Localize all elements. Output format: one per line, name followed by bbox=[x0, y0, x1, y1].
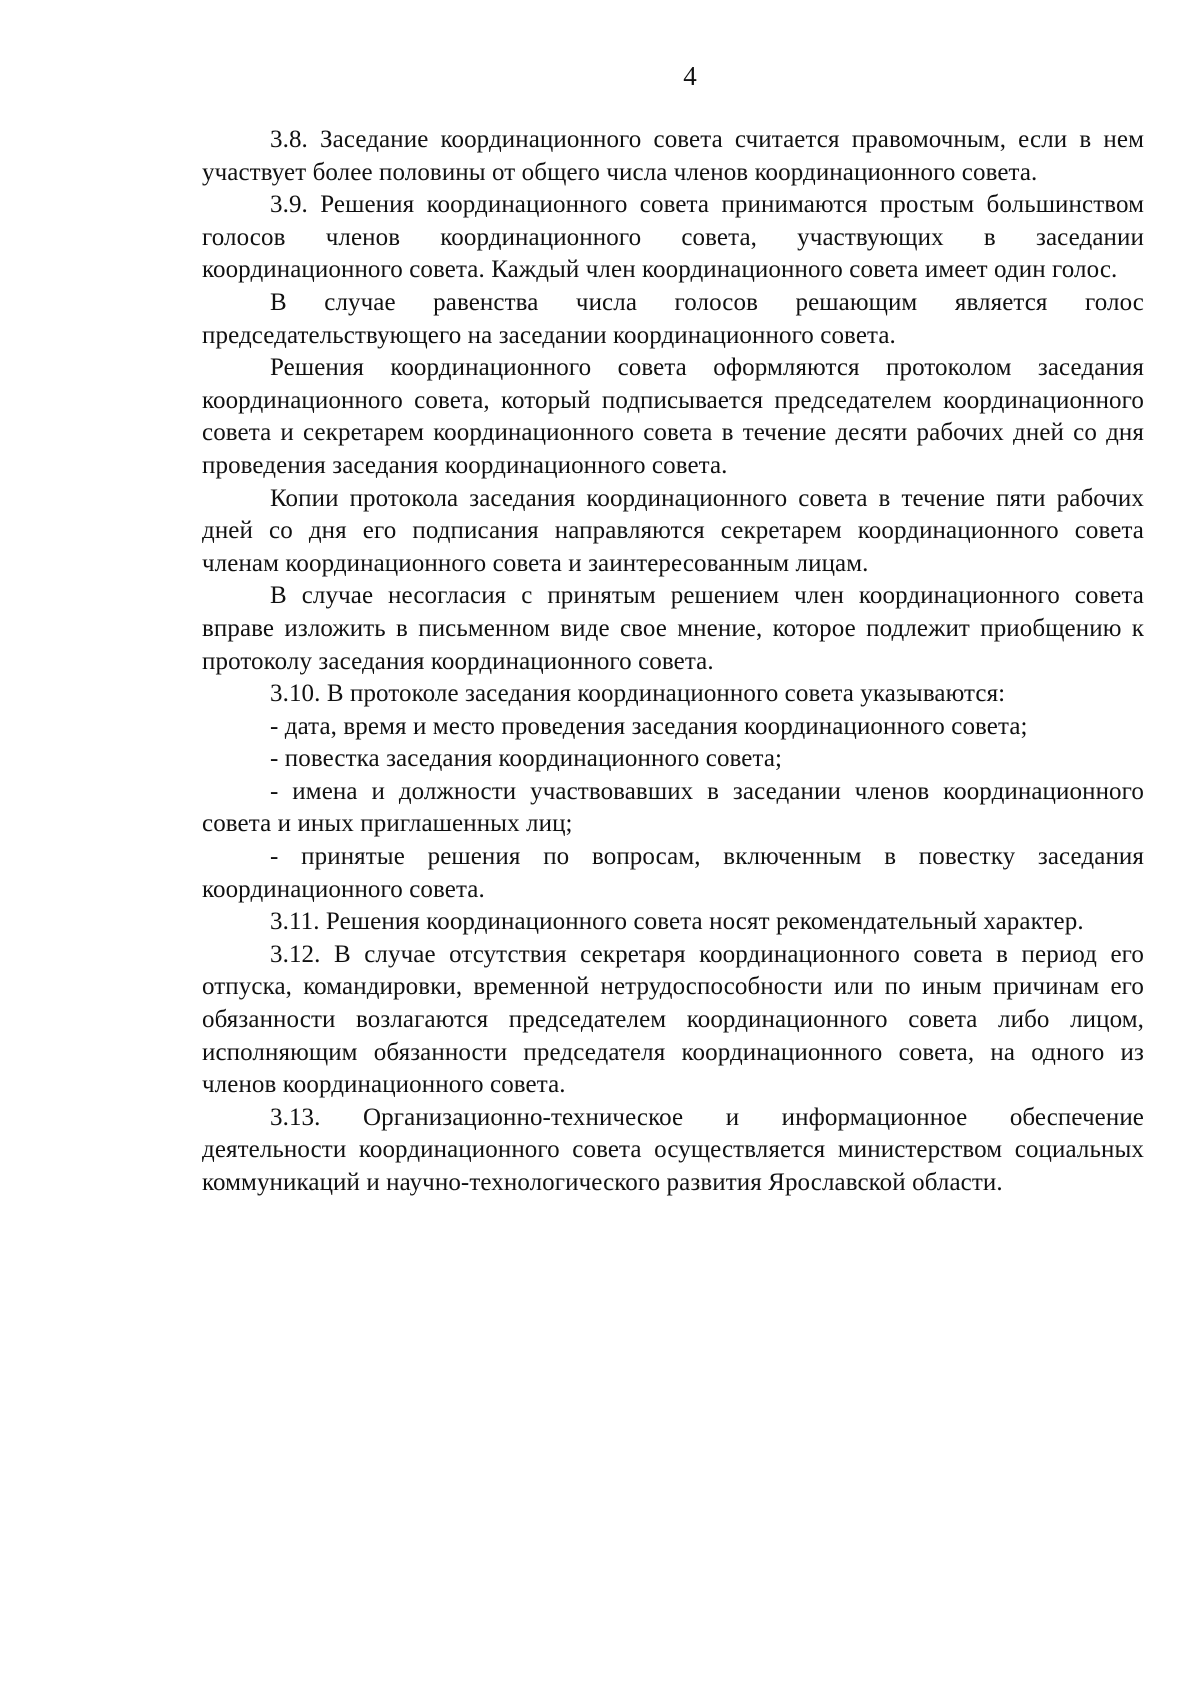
paragraph-protocol-copies: Копии протокола заседания координационного совета в течение пяти рабочих дней со дня его подписания направляются секретарем координационного совета членам координационного совета и заинтересованным лицам. bbox=[202, 484, 1144, 577]
list-item-decisions: - принятые решения по вопросам, включенным в повестку заседания координационного совета. bbox=[202, 843, 1144, 903]
paragraph-3-13: 3.13. Организационно-техническое и информационное обеспечение деятельности координационного совета осуществляется министерством социальных коммуникаций и научно-технологического развития Ярославской области. bbox=[202, 1103, 1144, 1196]
paragraph-3-10: 3.10. В протоколе заседания координационного совета указываются: bbox=[270, 680, 1006, 708]
paragraph-dissent: В случае несогласия с принятым решением член координационного совета вправе изложить в письменном виде свое мнение, которое подлежит приобщению к протоколу заседания координационного совета. bbox=[202, 582, 1144, 675]
paragraph-3-8: 3.8. Заседание координационного совета считается правомочным, если в нем участвует более половины от общего числа членов координационного совета. bbox=[202, 126, 1144, 186]
paragraph-3-11: 3.11. Решения координационного совета носят рекомендательный характер. bbox=[270, 908, 1084, 936]
list-item-agenda: - повестка заседания координационного совета; bbox=[270, 745, 783, 773]
paragraph-protocol-signing: Решения координационного совета оформляются протоколом заседания координационного совета, который подписывается председателем координационного совета и секретарем координационного совета в течение десяти рабочих дней со дня проведения заседания координационного совета. bbox=[202, 354, 1144, 479]
paragraph-tie-vote: В случае равенства числа голосов решающим является голос председательствующего на заседании координационного совета. bbox=[202, 288, 1144, 349]
list-item-date-place: - дата, время и место проведения заседания координационного совета; bbox=[270, 712, 1028, 740]
page-number: 4 bbox=[683, 61, 697, 91]
document-body bbox=[202, 124, 1144, 1200]
list-item-participants: - имена и должности участвовавших в заседании членов координационного совета и иных приглашенных лиц; bbox=[202, 777, 1144, 838]
paragraph-3-12: 3.12. В случае отсутствия секретаря координационного совета в период его отпуска, командировки, временной нетрудоспособности или по иным причинам его обязанности возлагаются председателем координационного совета либо лицом, исполняющим обязанности председателя координационного совета, на одного из членов координационного совета. bbox=[202, 940, 1144, 1099]
paragraph-3-9: 3.9. Решения координационного совета принимаются простым большинством голосов членов координационного совета, участвующих в заседании координационного совета. Каждый член координационного совета имеет один голос. bbox=[202, 191, 1144, 284]
